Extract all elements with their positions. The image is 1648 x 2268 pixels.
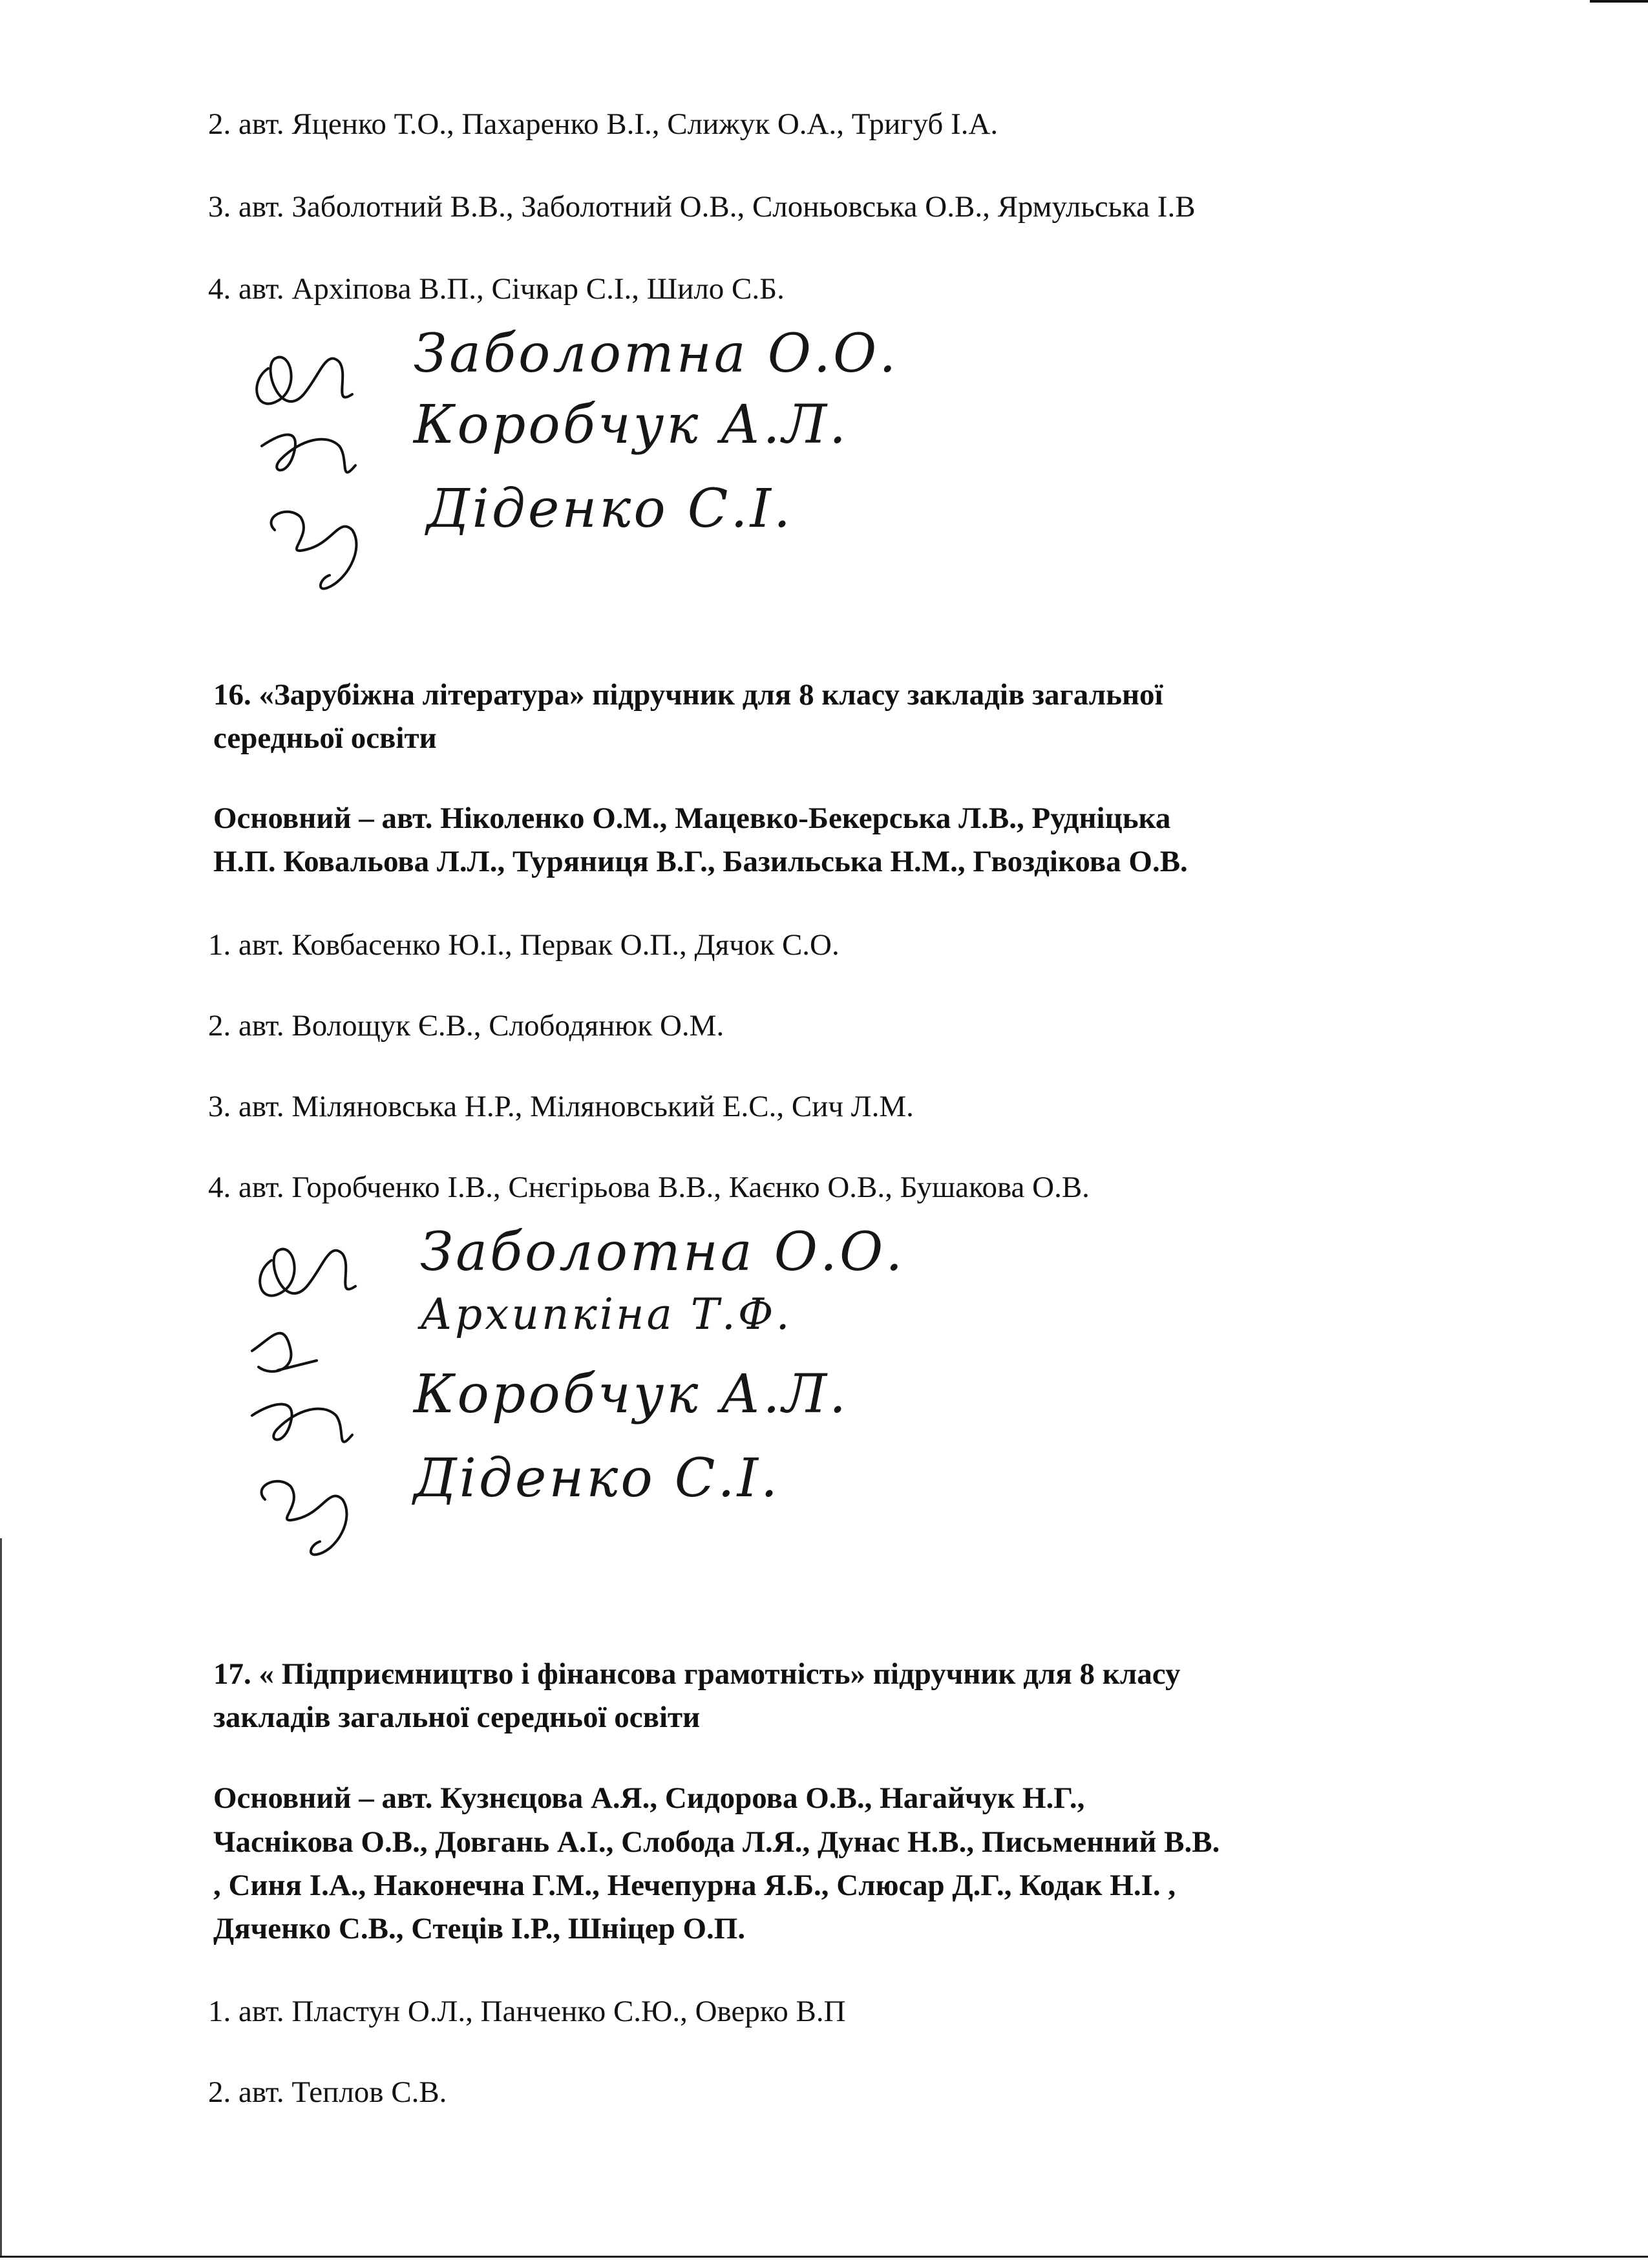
signature-name: Коробчук А.Л.: [414, 394, 849, 456]
main-authors: Н.П. Ковальова Л.Л., Туряниця В.Г., Базильська Н.М., Гвоздікова О.В.: [213, 845, 1188, 878]
signature-initials-b: [233, 1222, 388, 1558]
signature-name: Заболотна О.О.: [414, 323, 899, 385]
main-authors: Дяченко С.В., Стецiв І.Р., Шніцер О.П.: [213, 1912, 746, 1945]
list-item: 4. авт. Горобченко І.В., Снєгірьова В.В., Каєнко О.В., Бушакова О.В.: [208, 1171, 1090, 1204]
scan-bottom-edge: [0, 2256, 1648, 2258]
signature-name: Коробчук А.Л.: [414, 1364, 849, 1425]
main-authors: Часнікова О.В., Довгань А.І., Слобода Л.Я., Дунас Н.В., Письменний В.В.: [213, 1825, 1220, 1859]
list-item: 2. авт. Яценко Т.О., Пахаренко В.І., Слижук О.А., Тригуб І.А.: [208, 107, 998, 141]
section-heading: 17. « Підприємництво і фінансова грамотність» підручник для 8 класу: [213, 1657, 1181, 1691]
signature-initials-a: [242, 323, 385, 595]
list-item: 2. авт. Теплов С.В.: [208, 2075, 447, 2109]
signature-name: Заболотна О.О.: [420, 1222, 905, 1283]
list-item: 1. авт. Пластун О.Л., Панченко С.Ю., Оверко В.П: [208, 1995, 846, 2028]
signature-name: Діденко С.І.: [427, 478, 794, 540]
signature-name: Архипкіна Т.Ф.: [420, 1289, 792, 1339]
main-authors: , Синя І.А., Наконечна Г.М., Нечепурна Я.Б., Слюсар Д.Г., Кодак Н.І. ,: [213, 1869, 1176, 1902]
main-authors: Основний – авт. Ніколенко О.М., Мацевко-Бекерська Л.В., Рудніцька: [213, 801, 1171, 835]
signature-name: Діденко С.І.: [414, 1448, 781, 1509]
list-item: 4. авт. Архіпова В.П., Січкар С.І., Шило С.Б.: [208, 272, 785, 306]
list-item: 3. авт. Заболотний В.В., Заболотний О.В., Слоньовська О.В., Ярмульська І.В: [208, 190, 1196, 224]
list-item: 2. авт. Волощук Є.В., Слободянюк О.М.: [208, 1009, 724, 1043]
section-heading: середньої освіти: [213, 721, 437, 755]
list-item: 1. авт. Ковбасенко Ю.І., Первак О.П., Дячок С.О.: [208, 928, 840, 962]
section-heading: 16. «Зарубіжна література» підручник для 8 класу закладів загальної: [213, 678, 1163, 712]
main-authors: Основний – авт. Кузнєцова А.Я., Сидорова О.В., Нагайчук Н.Г.,: [213, 1781, 1085, 1815]
list-item: 3. авт. Міляновська Н.Р., Міляновський Е.С., Сич Л.М.: [208, 1090, 914, 1123]
scan-left-edge: [0, 1538, 2, 2256]
section-heading: закладів загальної середньої освіти: [213, 1701, 701, 1734]
scan-edge-mark: [1590, 0, 1648, 3]
